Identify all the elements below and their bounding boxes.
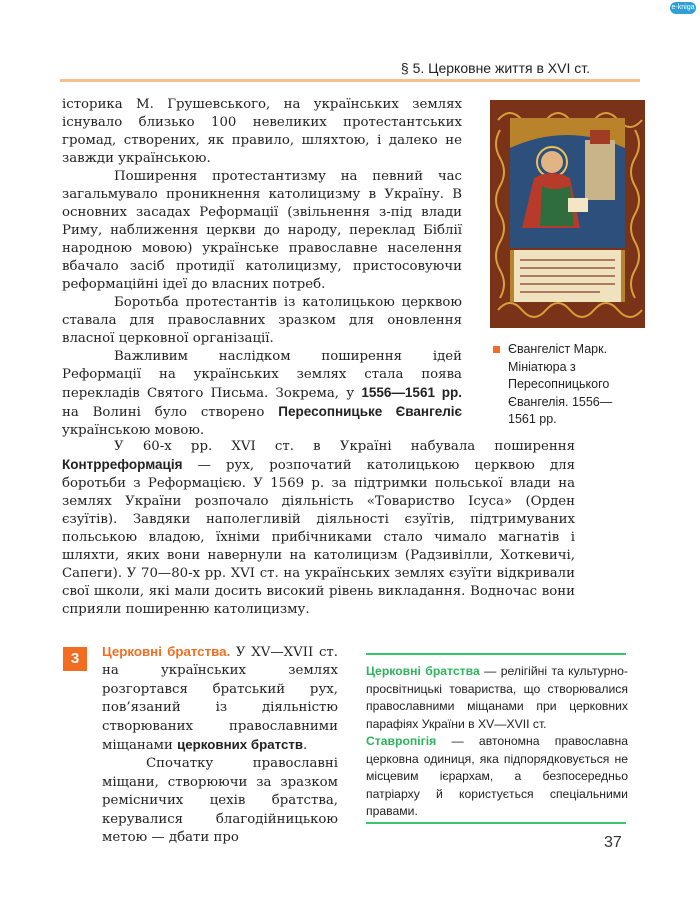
p4-text-a: Важливим наслідком поширення ідей Реформації на українських землях стала поява перекладів Святого Письма. Зокрема, у: [62, 349, 462, 401]
p4-date-bold: 1556—1561 рр.: [361, 385, 462, 400]
paragraph-5: [62, 438, 575, 619]
glossary-entry-1: [366, 663, 628, 733]
caption-bullet: [493, 346, 500, 353]
gospel-miniature-image: [490, 100, 645, 328]
miniature-illustration: [490, 100, 645, 328]
paragraph-4: [62, 348, 462, 440]
page-number: 37: [604, 834, 622, 851]
paragraph-1: історика М. Грушевського, на українських землях існувало близько 100 невеликих протестантських громад, створених, як правило, шляхтою, і далеко не завжди українською.: [62, 97, 462, 166]
publisher-logo: e-kniga: [670, 2, 696, 14]
glossary-box: [366, 663, 628, 821]
glossary-term-2: Ставропігія: [366, 734, 437, 748]
paragraph-3: Боротьба протестантів із католицькою церквою ставала для православних зразком для оновлення власної церковної організації.: [62, 295, 462, 346]
glossary-top-rule: [366, 653, 626, 655]
counter-reformation-column: [62, 438, 575, 619]
section-number-badge: 3: [63, 647, 87, 671]
p4-gospel-bold: Пересопницьке Євангеліє: [278, 404, 462, 419]
header-rule: [60, 79, 640, 82]
running-title: § 5. Церковне життя в XVI ст.: [400, 60, 590, 76]
section-paragraph-2: Спочатку православні міщани, створюючи за зразком ремісничих цехів братства, керувалися благодійницькою метою — дбати про: [102, 756, 338, 846]
paragraph-2: Поширення протестантизму на певний час загальмувало проникнення католицизму в Україну. В основних засадах Реформації (звільнення з-під влади Риму, наближення церкви до народу, переклад Біблії народною мовою) українське православне населення вбачало засіб протидії католицизму, пристосовуючи реформаційні ідеї до власних потреб.: [62, 169, 462, 292]
main-text-column: [62, 96, 462, 440]
section-title: Церковні братства.: [102, 644, 231, 659]
section-paragraph-1: [102, 643, 338, 755]
p5-text-a: У 60-х рр. XVI ст. в Україні набувала поширення: [114, 439, 575, 454]
glossary-term-1: Церковні братства: [366, 664, 480, 678]
section-brotherhoods: [102, 643, 338, 847]
figure-caption: Євангеліст Марк. Мініатюра з Пересопницького Євангелія. 1556—1561 рр.: [508, 342, 613, 426]
glossary-bottom-rule: [366, 822, 626, 824]
section-text-c: .: [303, 738, 308, 754]
p4-text-c: на Волині було створено: [62, 405, 279, 420]
section-text-a: У XV—XVII ст. на українських землях розгортався братський рух, пов’язаний із діяльністю створюваних православними міщанами: [102, 645, 338, 754]
glossary-def-1: — релігійні та культурно-просвітницькі товариства, що створювалися православними міщанами при церковних парафіях України в XV—XVII ст.: [366, 664, 628, 731]
p5-term-bold: Контрреформація: [62, 457, 183, 472]
p5-text-c: — рух, розпочатий католицькою церквою для боротьби з Реформацією. У 1569 р. за підтримки польської влади на землях України розпочало діяльність «Товариство Ісуса» (Орден єзуїтів). Завдяки наполегливій діяльності єзуїтів, підтримуваних польською владою, їхніми прибічниками стало чимало магнатів і шляхти, яких вони навернули на католицизм (Радзивілли, Хоткевичі, Сапеги). У 70—80-х рр. XVI ст. на українських землях єзуїти відкривали свої школи, які мали досить високий рівень викладання. Водночас вони сприяли поширенню католицизму.: [62, 458, 575, 617]
section-bold-term: церковних братств: [177, 737, 304, 753]
glossary-entry-2: [366, 733, 628, 821]
p4-text-e: українською мовою.: [62, 423, 205, 438]
glossary-def-2: — автономна православна церковна одиниця, яка підпорядковується не місцевим ієрархам, а безпосередньо патріарху й користується спеціальними правами.: [366, 734, 628, 818]
